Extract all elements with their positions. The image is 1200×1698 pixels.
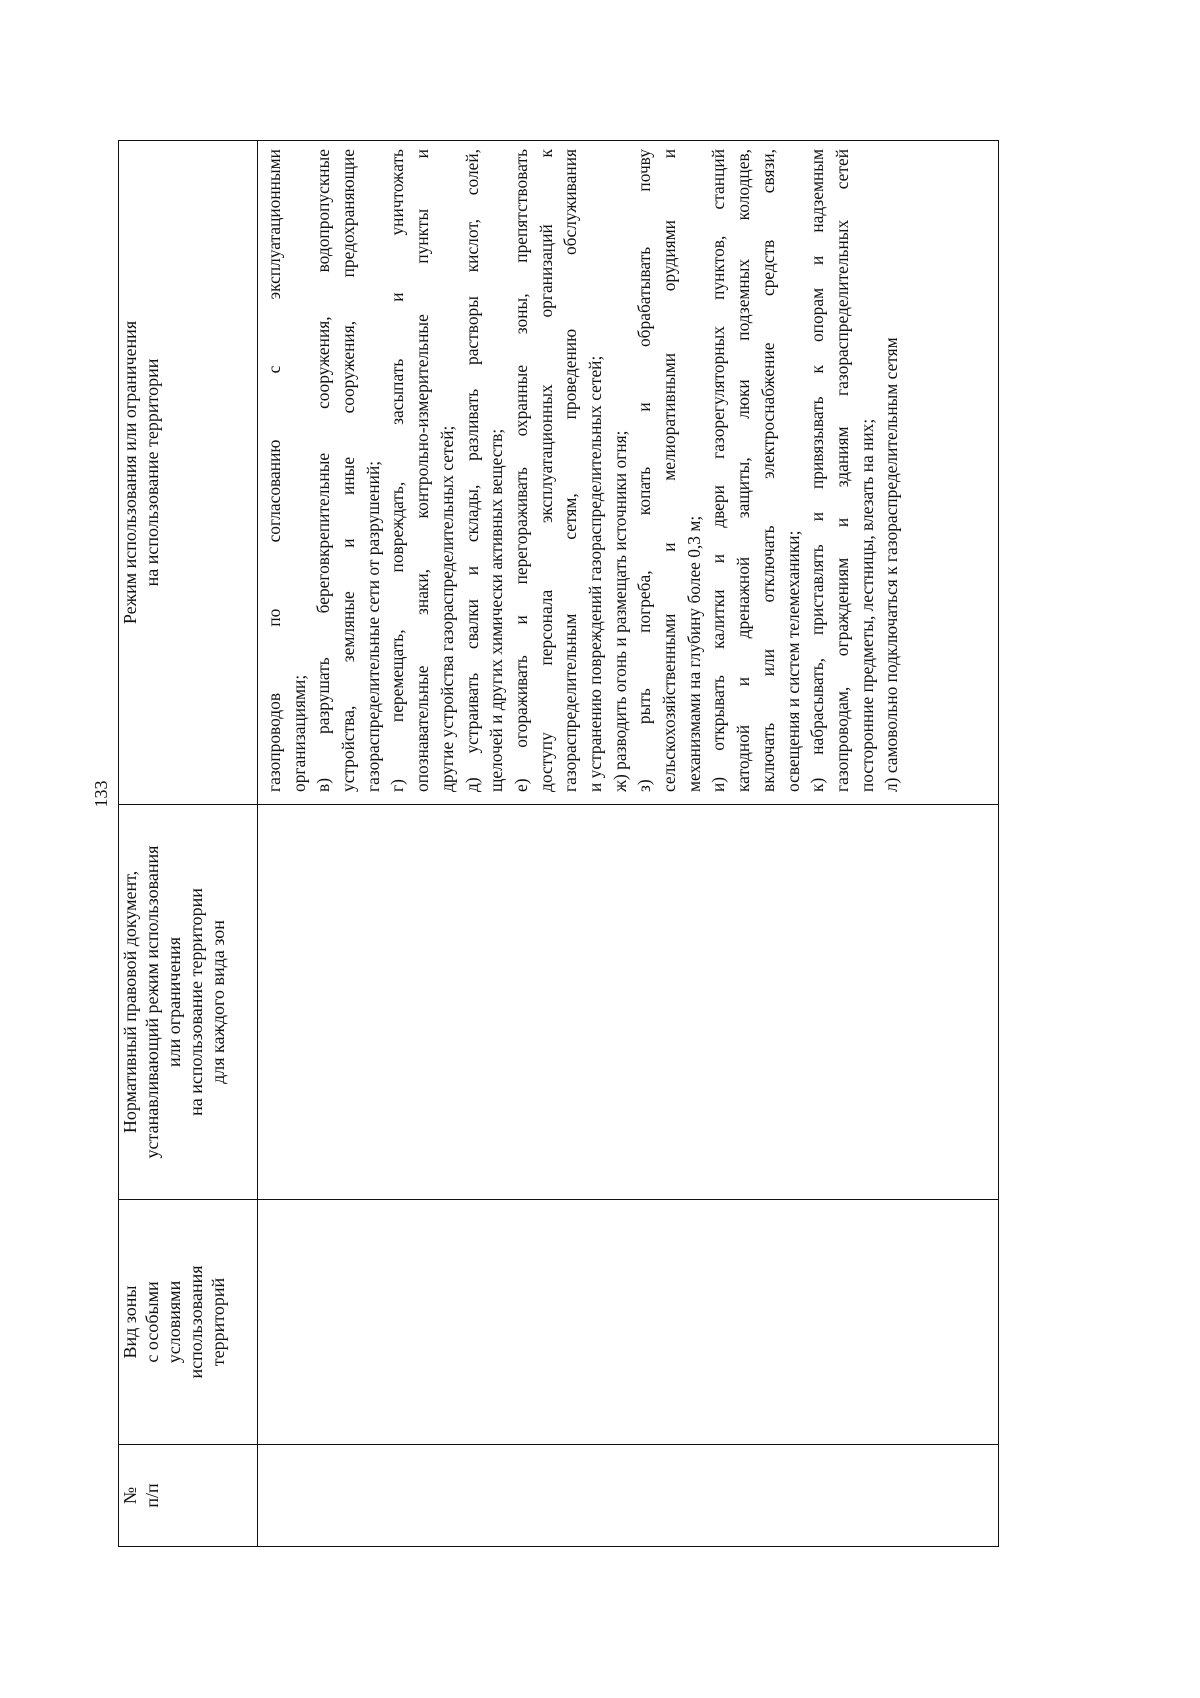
regime-line: включать или отключать электроснабжение средств связи, — [757, 149, 778, 792]
regime-line: другие устройства газораспределительных сетей; — [436, 425, 457, 792]
regime-line: газопроводам, ограждениям и зданиям газораспределительных сетей — [831, 149, 852, 792]
regime-line: ж) разводить огонь и размещать источники огня; — [609, 430, 630, 792]
regime-line: механизмами на глубину более 0,3 м; — [683, 515, 704, 792]
header-normative-doc-line: для каждого вида зон — [208, 920, 228, 1084]
header-normative-doc-line: устанавливающий режим использования — [142, 845, 162, 1159]
regime-line: организациями; — [288, 674, 309, 792]
regime-line: освещения и систем телемеханики; — [782, 530, 803, 792]
regime-line: и) открывать калитки и двери газорегуляторных пунктов, станций — [708, 149, 729, 792]
header-zone-type-line: использования — [186, 1265, 206, 1379]
regime-line: посторонние предметы, лестницы, влезать на них; — [856, 418, 877, 792]
header-normative-doc-line: на использование территории — [186, 888, 206, 1116]
regime-line: и устранению повреждений газораспределительных сетей; — [585, 355, 605, 792]
cell-num — [258, 1445, 999, 1547]
regime-line: доступу персонала эксплуатационных организаций к — [535, 149, 556, 792]
page-number: 133 — [91, 780, 111, 808]
rotated-table-sheet — [118, 141, 998, 1547]
header-num-line: п/п — [142, 1483, 162, 1508]
regime-line: газопроводов по согласованию с эксплуатационными — [264, 149, 284, 792]
header-num — [119, 1445, 258, 1547]
regime-line: е) огораживать и перегораживать охранные зоны, препятствовать — [510, 149, 531, 792]
regime-text — [258, 141, 904, 804]
header-normative-doc-line: или ограничения — [164, 937, 184, 1067]
zones-table — [118, 140, 999, 1547]
regime-line: в) разрушать береговкрепительные сооружения, водопропускные — [313, 149, 334, 792]
cell-normative-doc — [258, 805, 999, 1200]
regime-line: опознавательные знаки, контрольно-измерительные пункты и — [412, 149, 433, 792]
regime-line: з) рыть погреба, копать и обрабатывать почву — [634, 149, 655, 792]
header-zone-type — [119, 1200, 258, 1445]
regime-line: газораспределительные сети от разрушений; — [362, 460, 383, 792]
regime-line: к) набрасывать, приставлять и привязывать к опорам и надземным — [807, 149, 828, 792]
regime-line: газораспределительным сетям, проведению обслуживания — [560, 149, 581, 792]
header-num-line: № — [120, 1486, 140, 1505]
cell-regime — [258, 141, 999, 805]
header-zone-type-line: с особыми — [142, 1281, 162, 1363]
regime-line: л) самовольно подключаться к газораспределительным сетям — [881, 337, 902, 792]
regime-line: д) устраивать свалки и склады, разливать растворы кислот, солей, — [461, 149, 482, 792]
header-regime-line: на использование территории — [142, 358, 162, 587]
regime-line: сельскохозяйственными и мелиоративными орудиями и — [659, 149, 680, 792]
header-normative-doc — [119, 805, 258, 1200]
regime-line: устройства, земляные и иные сооружения, предохраняющие — [338, 149, 359, 792]
table-row — [258, 141, 999, 1547]
header-zone-type-line: Вид зоны — [120, 1285, 140, 1359]
header-normative-doc-line: Нормативный правовой документ, — [120, 870, 140, 1134]
header-regime-line: Режим использования или ограничения — [120, 320, 140, 625]
cell-zone-type — [258, 1200, 999, 1445]
regime-line: катодной и дренажной защиты, люки подземных колодцев, — [733, 149, 754, 792]
regime-line: щелочей и других химически активных веществ; — [486, 428, 507, 792]
header-zone-type-line: территорий — [208, 1277, 228, 1367]
regime-line: г) перемещать, повреждать, засыпать и уничтожать — [387, 149, 408, 792]
table-header-row — [119, 141, 258, 1547]
header-regime — [119, 141, 258, 805]
header-zone-type-line: условиями — [164, 1280, 184, 1364]
